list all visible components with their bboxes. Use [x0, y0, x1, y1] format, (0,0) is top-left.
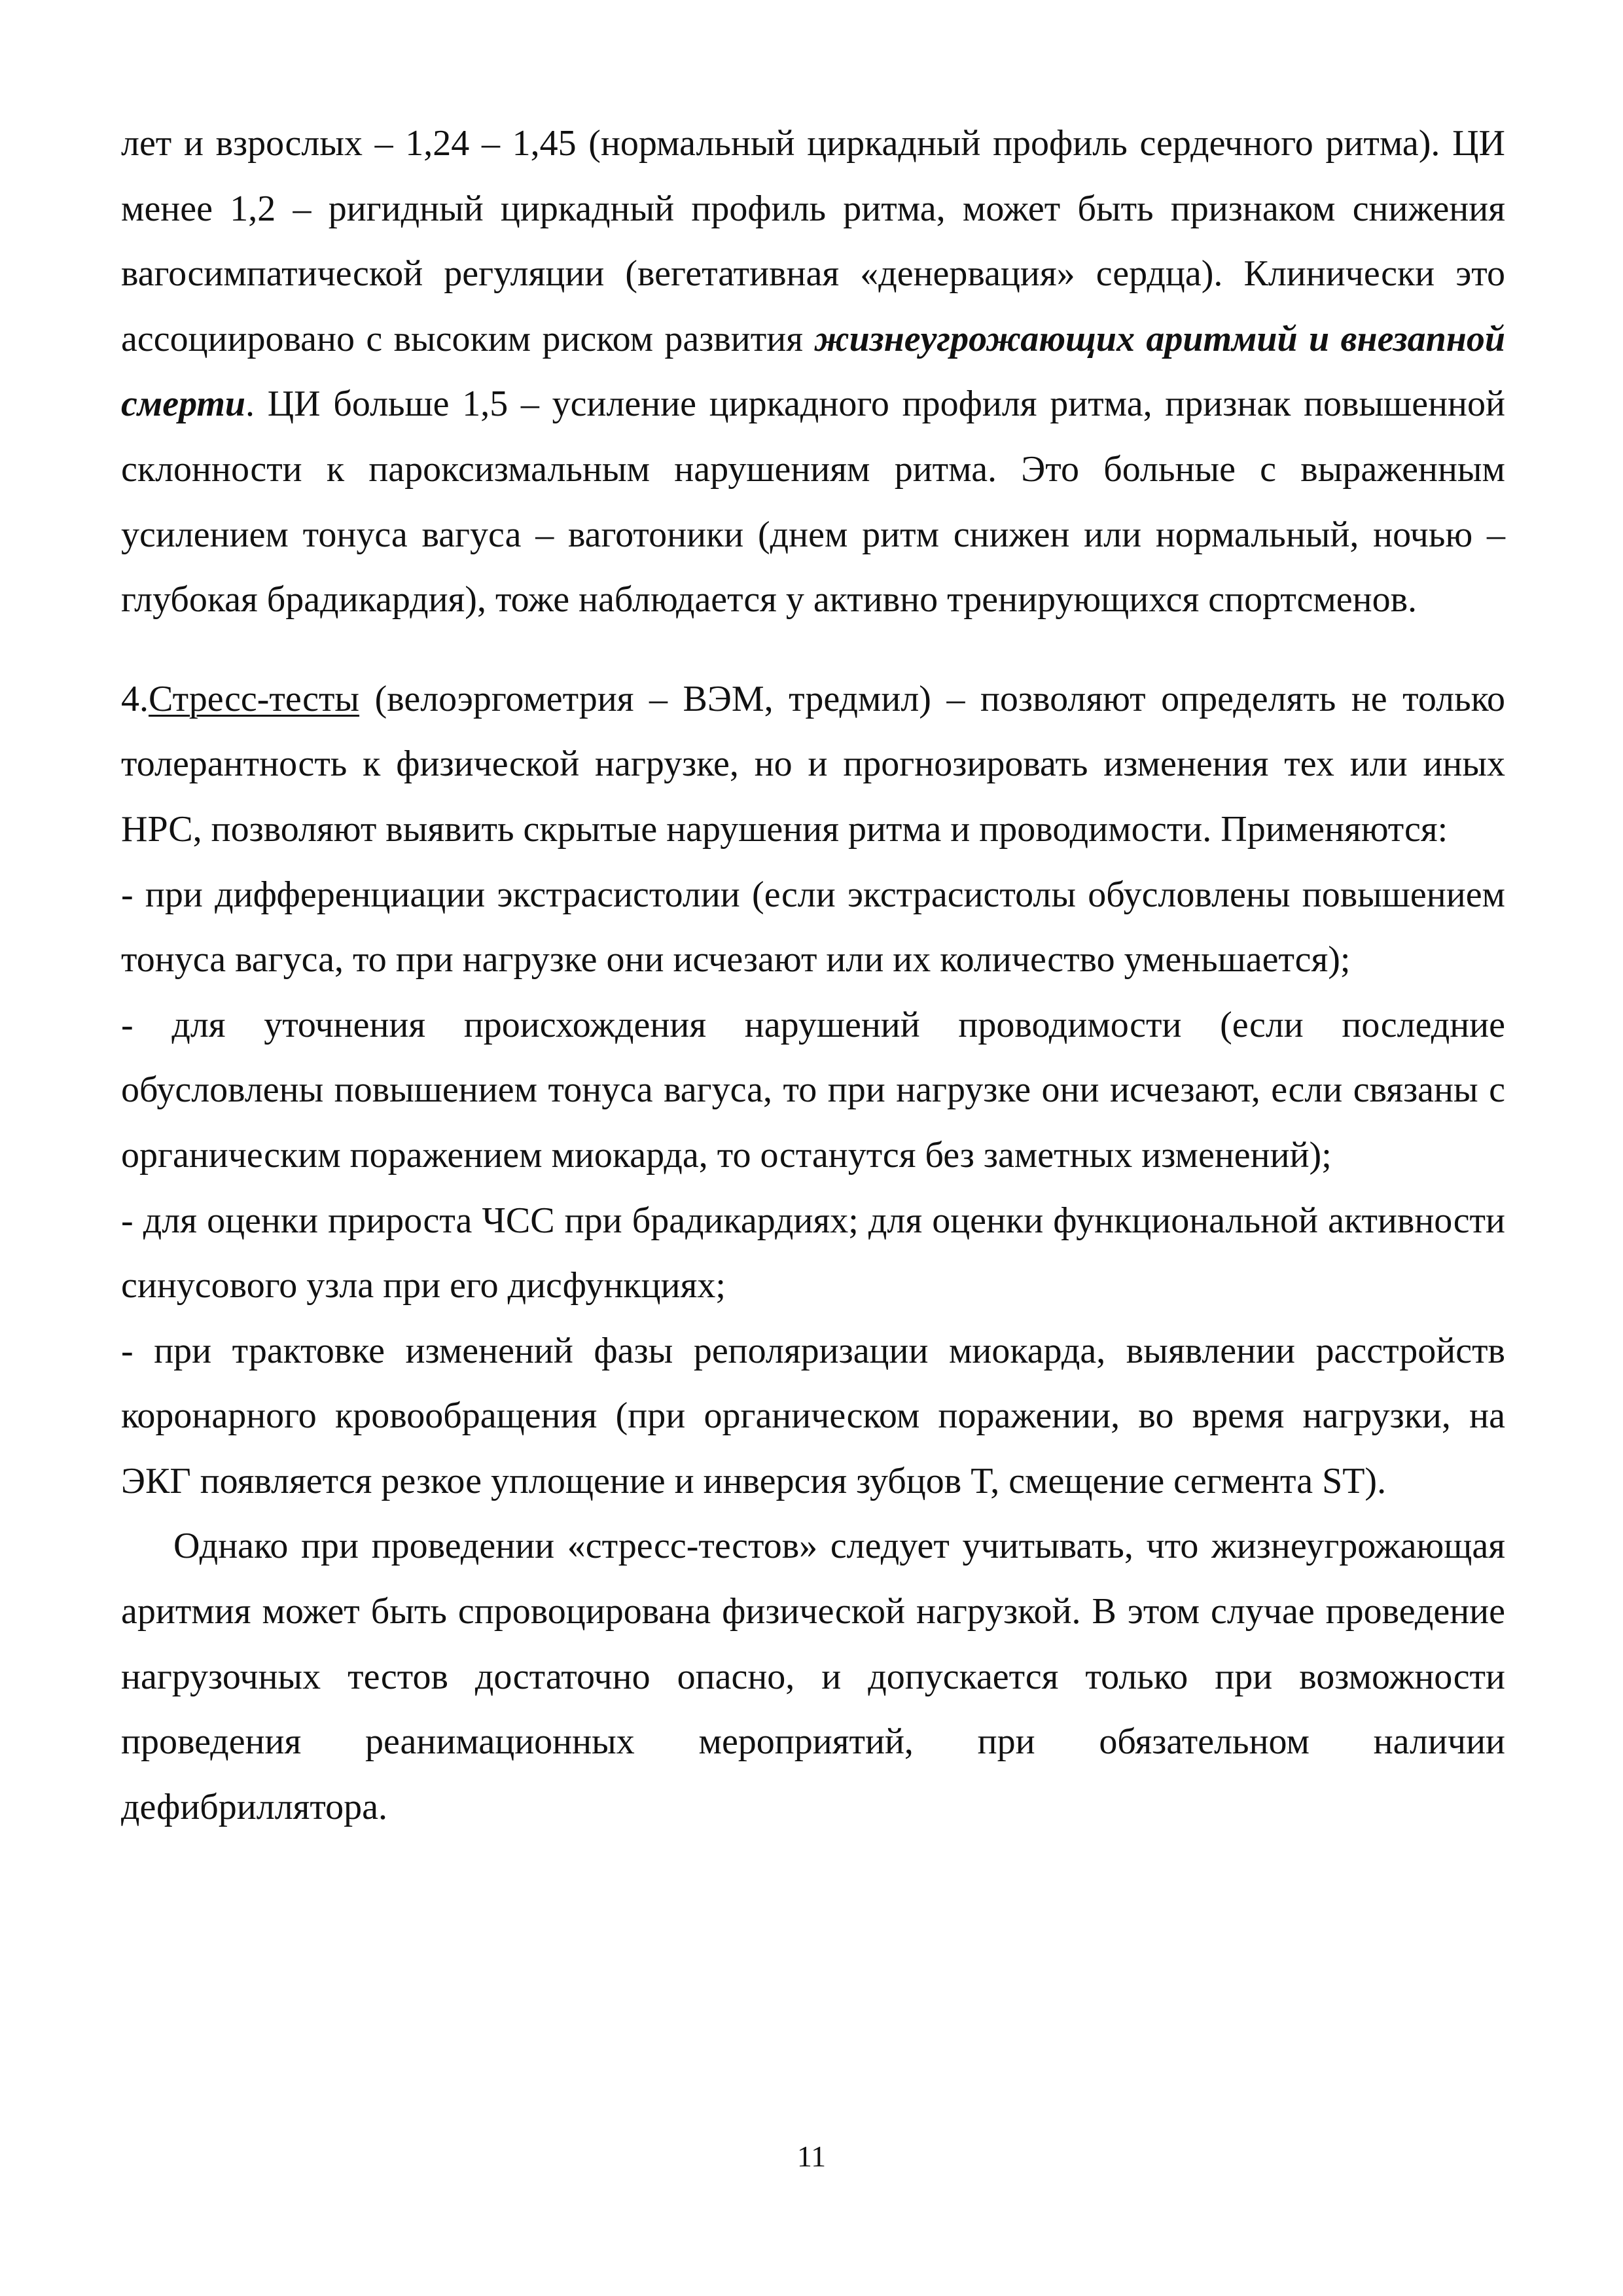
closing-paragraph: Однако при проведении «стресс-тестов» следует учитывать, что жизнеугрожающая аритмия может быть спровоцирована физической нагрузкой. В этом случае проведение нагрузочных тестов достаточно опасно, и допускается только при возможности проведения реанимационных мероприятий, при обязательном наличии дефибриллятора. [121, 1526, 1505, 1827]
list-item: - при трактовке изменений фазы реполяризации миокарда, выявлении расстройств коронарного кровообращения (при органическом поражении, во время нагрузки, на ЭКГ появляется резкое уплощение и инверсия зубцов T, смещение сегмента ST). [121, 1330, 1505, 1501]
section-stress-tests-intro [121, 667, 1505, 863]
emphasized-text: жизнеугрожающих аритмий и внезапной смерти [121, 318, 1505, 425]
page-number: 11 [796, 2140, 827, 2173]
section-intro-text: (велоэргометрия – ВЭМ, тредмил) – позволяют определять не только толерантность к физической нагрузке, но и прогнозировать изменения тех или иных НРС, позволяют выявить скрытые нарушения ритма и проводимости. Применяются: [121, 678, 1505, 850]
list-item: - для уточнения происхождения нарушений проводимости (если последние обусловлены повышением тонуса вагуса, то при нагрузке они исчезают, если связаны с органическим поражением миокарда, то останутся без заметных изменений); [121, 1004, 1505, 1175]
section-title: Стресс-тесты [149, 678, 360, 719]
paragraph-text: лет и взрослых – 1,24 – 1,45 (нормальный циркадный профиль сердечного ритма). ЦИ менее 1,2 – ригидный циркадный профиль ритма, может быть признаком снижения вагосимпатической регуляции (вегетативная «денервация» сердца). Клинически это ассоциировано с высоким риском развития [121, 123, 1505, 359]
paragraph-text: . ЦИ больше 1,5 – усиление циркадного профиля ритма, признак повышенной склонности к пароксизмальным нарушениям ритма. Это больные с выраженным усилением тонуса вагуса – ваготоники (днем ритм снижен или нормальный, ночью – глубокая брадикардия), тоже наблюдается у активно тренирующихся спортсменов. [121, 384, 1505, 620]
section-number: 4. [121, 678, 149, 719]
list-item: - при дифференциации экстрасистолии (если экстрасистолы обусловлены повышением тонуса вагуса, то при нагрузке они исчезают или их количество уменьшается); [121, 874, 1505, 980]
paragraph-circadian-index [121, 111, 1505, 633]
document-page [121, 111, 1505, 1840]
paragraph-gap [121, 633, 1505, 667]
list-item: - для оценки прироста ЧСС при брадикардиях; для оценки функциональной активности синусового узла при его дисфункциях; [121, 1200, 1505, 1306]
